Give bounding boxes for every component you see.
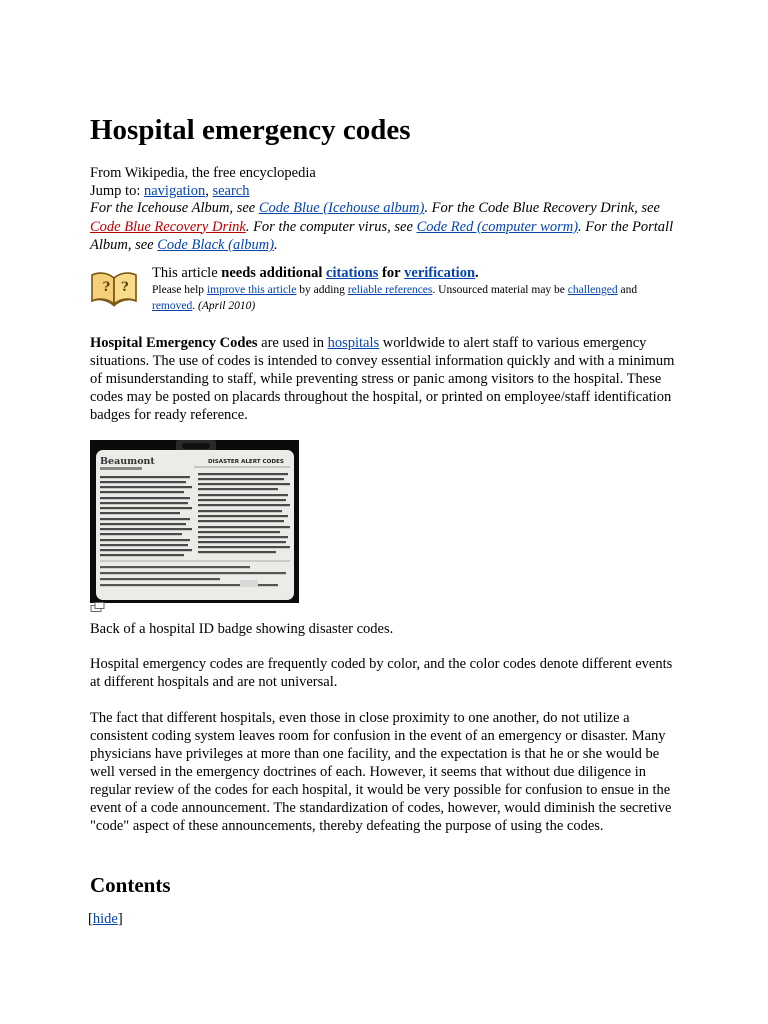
notice-text: and (620, 284, 638, 296)
magnify-clip-icon[interactable] (90, 602, 106, 612)
notice-text: . Unsourced material may be (432, 284, 565, 296)
book-question-icon (90, 268, 138, 308)
hatnote-link-icehouse[interactable]: Code Blue (Icehouse album) (258, 200, 425, 216)
site-tagline: From Wikipedia, the free encyclopedia (90, 165, 316, 181)
notice-date: (April 2010) (197, 299, 256, 312)
notice-title (152, 264, 479, 282)
hatnote-link-code-red[interactable]: Code Red (computer worm) (416, 218, 579, 235)
paragraph-text: worldwide to alert staff to various emergency situations. The use of codes is intended to convey essential information quickly and with a minimum of misunderstanding to staff, while preventing stress or panic among visitors to the hospital. These codes may be posted on placards throughout the hospital, or printed on employee/staff identification badges for ready reference. (90, 335, 675, 423)
reliable-references-link[interactable]: reliable references (347, 284, 433, 296)
notice-bold-text: for (382, 265, 401, 281)
challenged-link[interactable]: challenged (567, 284, 618, 296)
citations-link[interactable]: citations (326, 265, 379, 281)
badge-image[interactable] (90, 440, 299, 603)
contents-heading: Contents (90, 873, 171, 897)
paragraph-text: are used in (261, 335, 324, 351)
notice-punctuation: . (475, 265, 479, 281)
jump-to-search-link[interactable]: search (212, 183, 250, 199)
hatnote-text: For the Icehouse Album, see (90, 200, 256, 216)
hatnote-link-code-black[interactable]: Code Black (album) (157, 237, 275, 253)
page-title: Hospital emergency codes (90, 114, 411, 146)
notice-text: Please help (152, 284, 205, 296)
jump-to-separator: , (205, 183, 209, 199)
intro-paragraph (90, 334, 680, 424)
jump-to-bar (90, 182, 249, 200)
notice-text: by adding (299, 284, 345, 296)
toc-toggle (88, 910, 123, 928)
badge-photo (90, 440, 299, 603)
removed-link[interactable]: removed (152, 299, 193, 312)
jump-to-navigation-link[interactable]: navigation (143, 183, 206, 199)
figure-caption: Back of a hospital ID badge showing disaster codes. (90, 621, 394, 637)
jump-to-label: Jump to: (90, 183, 141, 199)
hatnote (90, 199, 680, 255)
hatnote-text: . For the Code Blue Recovery Drink, see (424, 200, 660, 216)
notice-details (152, 283, 672, 314)
improve-article-link[interactable]: improve this article (206, 284, 297, 296)
verification-link[interactable]: verification (404, 265, 476, 281)
toc-hide-link[interactable]: hide (92, 911, 118, 927)
badge-brand: Beaumont (100, 456, 155, 467)
hospitals-link[interactable]: hospitals (327, 335, 380, 351)
paragraph-color-codes: Hospital emergency codes are frequently coded by color, and the color codes denote different events at different hospitals and are not universal. (90, 656, 673, 690)
notice-text: This article (152, 265, 218, 281)
citation-notice-box (90, 264, 680, 314)
paragraph-standardization: The fact that different hospitals, even those in close proximity to one another, do not utilize a consistent coding system leaves room for confusion in the event of an emergency or disaster. Many physicians have privileges at more than one facility, and the expectation is that he or she would be well versed in the emergency doctrines of each. However, it seems that without due diligence in regular review of the codes for each hospital, it would be very possible for confusion to ensue in the event of a code announcement. The standardization of codes, however, would diminish the secretive "code" aspect of these announcements, thereby defeating the purpose of using the codes. (90, 710, 672, 834)
article-subject: Hospital Emergency Codes (90, 335, 258, 351)
hatnote-text: . For the Portall Album, see (90, 218, 674, 253)
svg-text:?: ? (102, 280, 111, 295)
hatnote-text: . (274, 237, 278, 253)
hatnote-text: . For the computer virus, see (245, 218, 413, 235)
svg-text:?: ? (121, 280, 129, 295)
bracket: ] (117, 911, 123, 927)
bracket: [ (88, 911, 93, 927)
hatnote-link-recovery-drink[interactable]: Code Blue Recovery Drink (90, 218, 246, 235)
notice-bold-text: needs additional (221, 265, 323, 281)
notice-text: . (192, 299, 196, 312)
badge-header: DISASTER ALERT CODES (208, 459, 284, 465)
